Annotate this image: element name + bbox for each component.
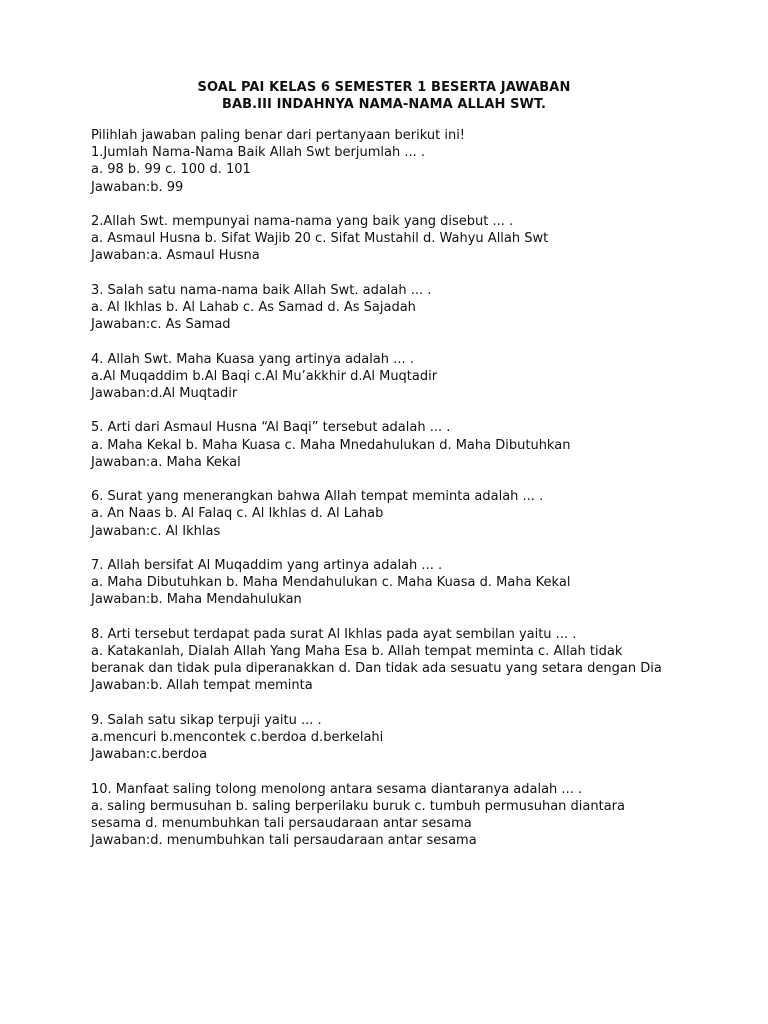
question-options-continued: sesama d. menumbuhkan tali persaudaraan antar sesama (91, 815, 472, 831)
question-text: 10. Manfaat saling tolong menolong antara sesama diantaranya adalah ... . (91, 781, 583, 797)
spacer (91, 471, 731, 488)
question-options: a. Maha Kekal b. Maha Kuasa c. Maha Mnedahulukan d. Maha Dibutuhkan (91, 437, 571, 453)
question-block-9 (91, 712, 731, 764)
question-block-4 (91, 351, 731, 403)
question-block-8 (91, 626, 731, 695)
question-text: 5. Arti dari Asmaul Husna “Al Baqi” tersebut adalah ... . (91, 420, 451, 436)
question-options-continued: beranak dan tidak pula diperanakkan d. Dan tidak ada sesuatu yang setara dengan Dia (91, 661, 662, 677)
spacer (91, 196, 731, 213)
instruction-text: Pilihlah jawaban paling benar dari pertanyaan berikut ini! (91, 128, 466, 143)
question-options: a. Katakanlah, Dialah Allah Yang Maha Esa b. Allah tempat meminta c. Allah tidak (91, 643, 623, 659)
question-options: a. Maha Dibutuhkan b. Maha Mendahulukan c. Maha Kuasa d. Maha Kekal (91, 575, 571, 591)
question-options: a.Al Muqaddim b.Al Baqi c.Al Mu’akkhir d.Al Muqtadir (91, 368, 438, 384)
question-answer: Jawaban:c. Al Ikhlas (91, 523, 221, 539)
question-block-7 (91, 557, 731, 609)
question-options: a.mencuri b.mencontek c.berdoa d.berkelahi (91, 729, 384, 745)
question-answer: Jawaban:b. Maha Mendahulukan (91, 592, 302, 608)
question-answer: Jawaban:a. Maha Kekal (91, 454, 241, 470)
question-text: 6. Surat yang menerangkan bahwa Allah tempat meminta adalah ... . (91, 489, 544, 505)
document-title-line-2: BAB.III INDAHNYA NAMA-NAMA ALLAH SWT. (221, 97, 547, 112)
question-options: a. Asmaul Husna b. Sifat Wajib 20 c. Sifat Mustahil d. Wahyu Allah Swt (91, 231, 549, 247)
spacer (91, 763, 731, 780)
question-text: 7. Allah bersifat Al Muqaddim yang artinya adalah ... . (91, 557, 443, 573)
question-block-5 (91, 419, 731, 471)
spacer (91, 265, 731, 282)
document-body (91, 127, 731, 849)
question-text: 1.Jumlah Nama-Nama Baik Allah Swt berjumlah ... . (91, 145, 426, 161)
question-answer: Jawaban:c.berdoa (91, 747, 208, 763)
spacer (91, 540, 731, 557)
question-block-6 (91, 488, 731, 540)
question-answer: Jawaban:a. Asmaul Husna (91, 248, 260, 264)
spacer (91, 333, 731, 350)
question-answer: Jawaban:d.Al Muqtadir (91, 386, 238, 401)
question-text: 3. Salah satu nama-nama baik Allah Swt. adalah ... . (91, 282, 432, 298)
question-options: a. 98 b. 99 c. 100 d. 101 (91, 162, 251, 178)
question-options: a. Al Ikhlas b. Al Lahab c. As Samad d. As Sajadah (91, 300, 416, 315)
question-options: a. saling bermusuhan b. saling berperilaku buruk c. tumbuh permusuhan diantara (91, 798, 625, 814)
question-answer: Jawaban:b. Allah tempat meminta (91, 678, 313, 694)
spacer (91, 402, 731, 419)
question-text: 9. Salah satu sikap terpuji yaitu ... . (91, 712, 322, 728)
question-answer: Jawaban:b. 99 (91, 179, 184, 195)
spacer (91, 609, 731, 626)
question-block-2 (91, 213, 731, 265)
question-text: 2.Allah Swt. mempunyai nama-nama yang baik yang disebut ... . (91, 214, 514, 229)
question-block-3 (91, 282, 731, 334)
question-options: a. An Naas b. Al Falaq c. Al Ikhlas d. Al Lahab (91, 506, 384, 522)
question-text: 8. Arti tersebut terdapat pada surat Al Ikhlas pada ayat sembilan yaitu ... . (91, 626, 577, 642)
spacer (91, 695, 731, 712)
question-block-1 (91, 144, 731, 196)
question-text: 4. Allah Swt. Maha Kuasa yang artinya adalah ... . (91, 351, 414, 367)
question-block-10 (91, 781, 731, 850)
question-answer: Jawaban:c. As Samad (91, 317, 231, 333)
question-answer: Jawaban:d. menumbuhkan tali persaudaraan antar sesama (91, 833, 477, 849)
document-title-line-1: SOAL PAI KELAS 6 SEMESTER 1 BESERTA JAWABAN (197, 80, 571, 95)
